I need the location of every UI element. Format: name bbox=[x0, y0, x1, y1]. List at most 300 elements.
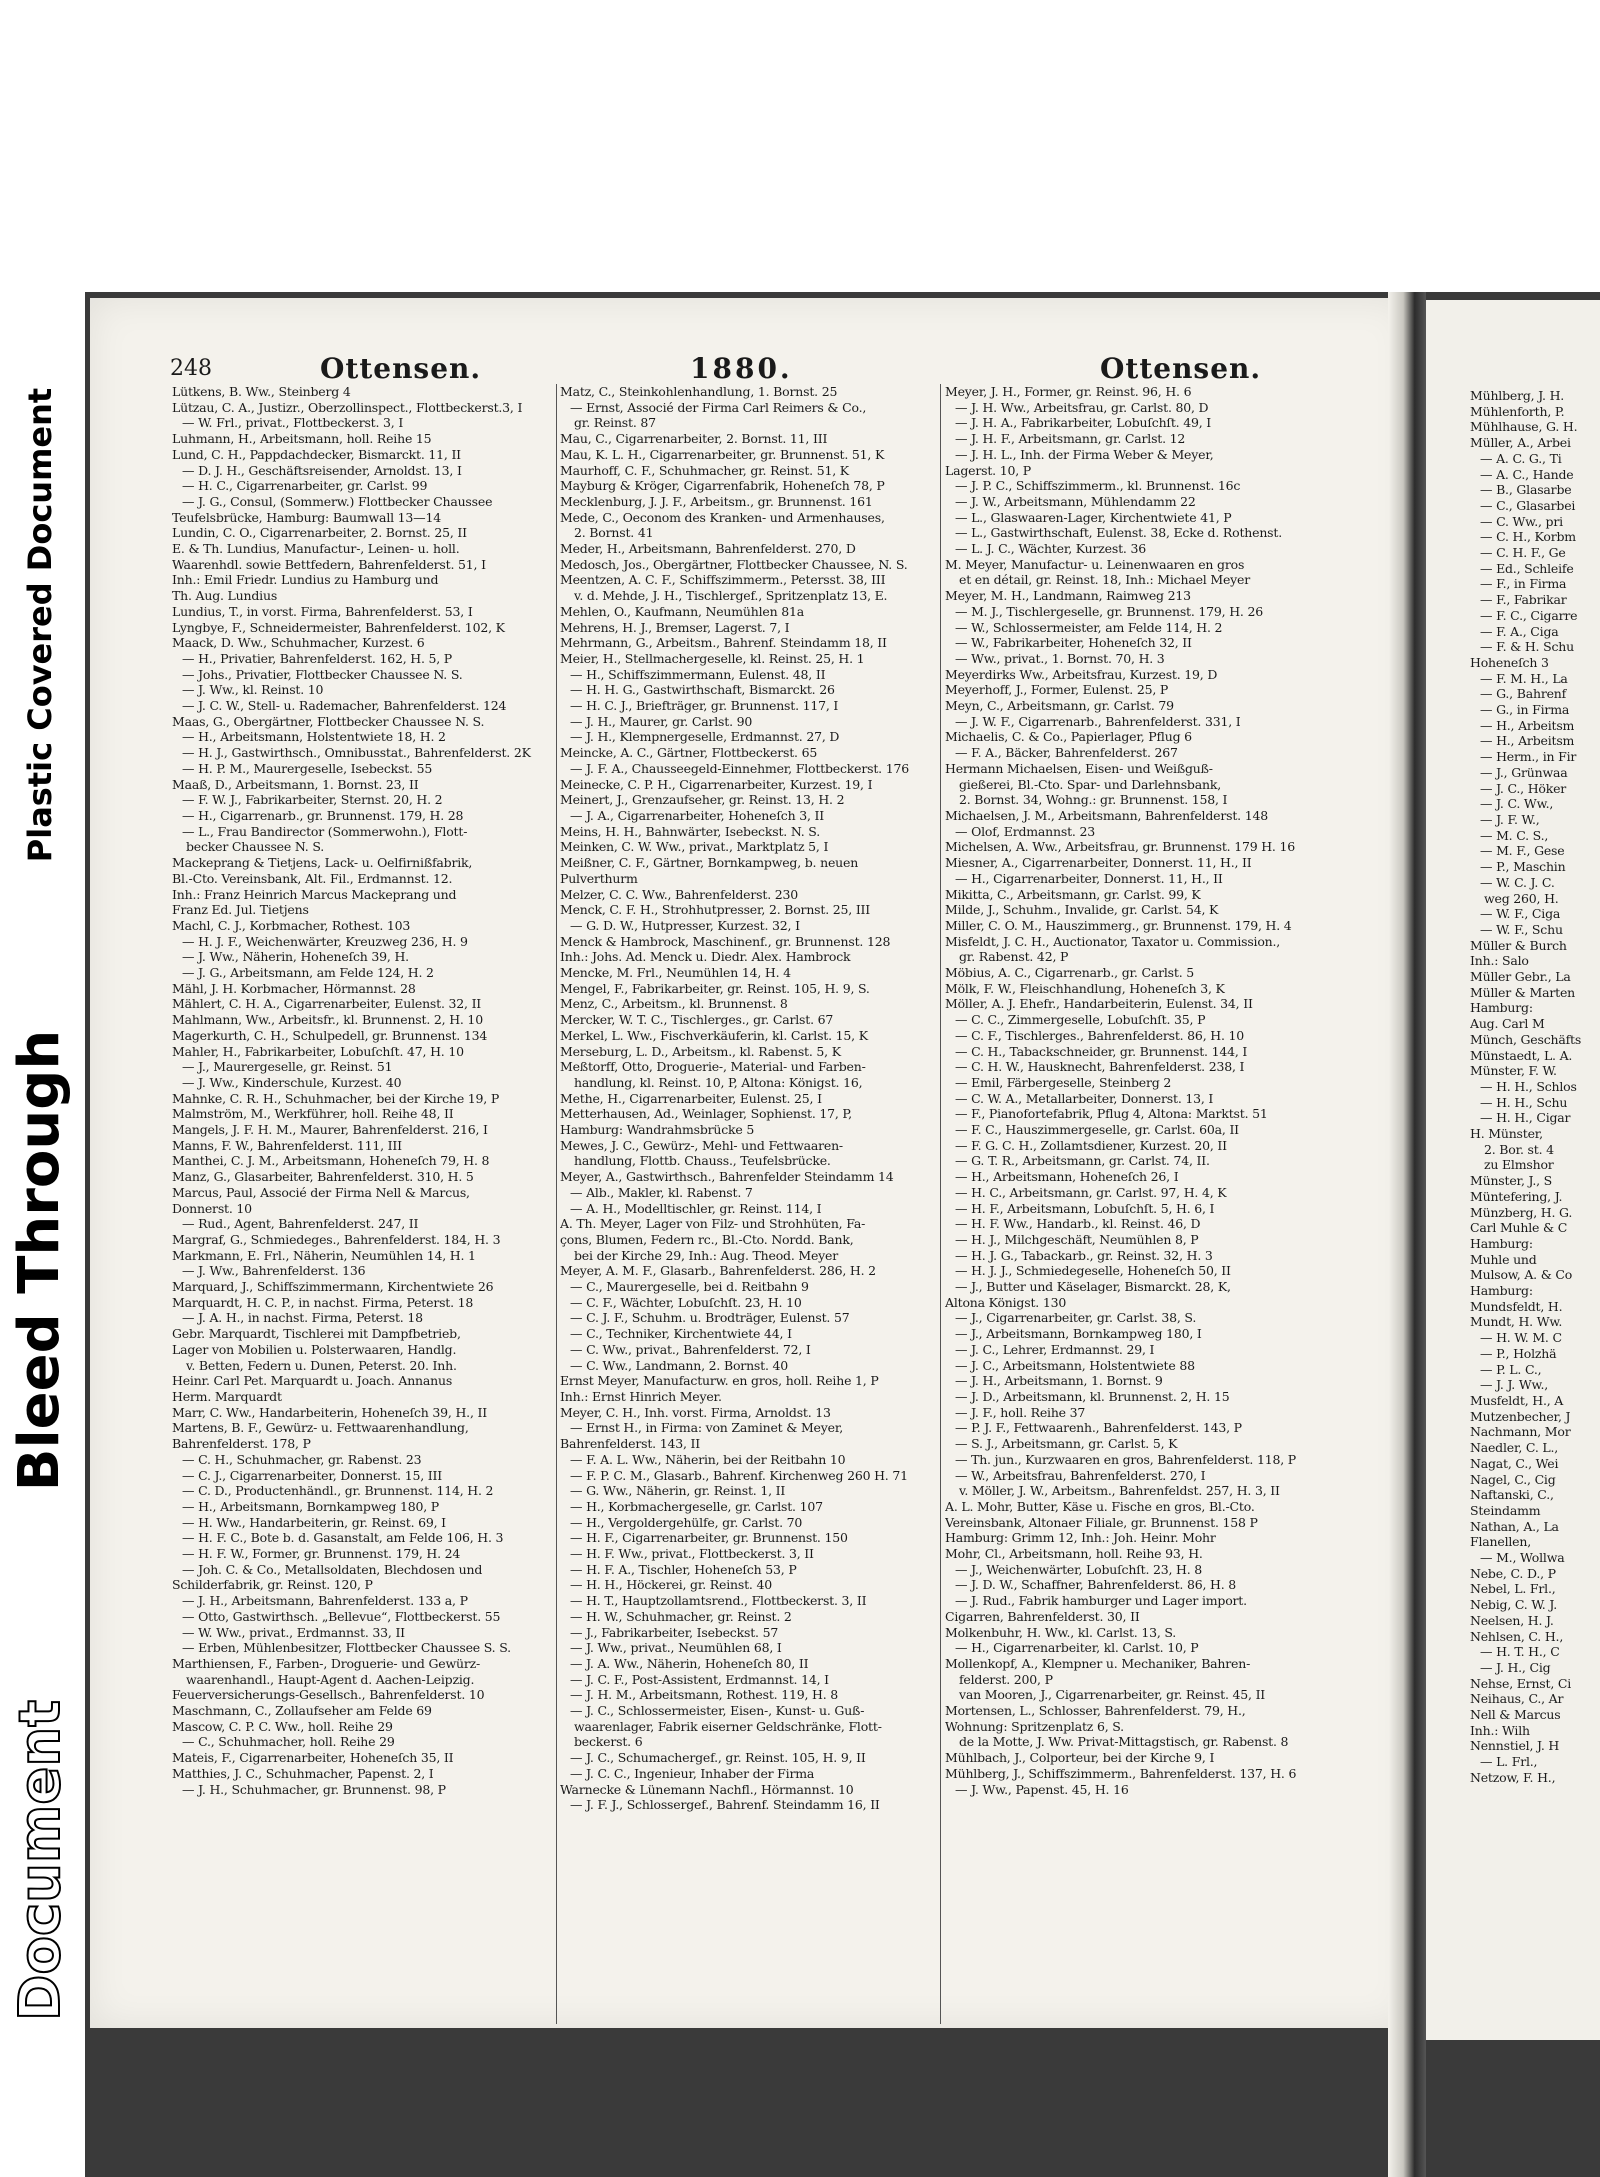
directory-entry: — J. H., Arbeitsmann, Bahrenfelderst. 133 a, P bbox=[182, 1593, 468, 1609]
directory-entry: — F. W. J., Fabrikarbeiter, Sternst. 20, H. 2 bbox=[182, 792, 443, 808]
directory-entry: — J. D., Arbeitsmann, kl. Brunnenst. 2, H. 15 bbox=[955, 1389, 1230, 1404]
directory-entry: — J. C., Arbeitsmann, Holstentwiete 88 bbox=[955, 1357, 1195, 1373]
directory-entry: — P. L. C., bbox=[1480, 1361, 1542, 1377]
directory-entry: — P., Maschin bbox=[1480, 859, 1566, 875]
directory-entry: Nehlsen, C. H., bbox=[1470, 1628, 1564, 1644]
directory-entry: Meinert, J., Grenzaufseher, gr. Reinst. 13, H. 2 bbox=[560, 792, 845, 808]
directory-entry: — J. H. M., Arbeitsmann, Rothest. 119, H. 8 bbox=[570, 1687, 839, 1703]
directory-entry: — H., Cigarrenarbeiter, Donnerst. 11, H., II bbox=[955, 870, 1223, 886]
directory-entry: — H. F. Ww., Handarb., kl. Reinst. 46, D bbox=[955, 1216, 1201, 1232]
directory-entry: — L. Frl., bbox=[1480, 1754, 1538, 1770]
directory-entry: Bahrenfelderst. 143, II bbox=[560, 1436, 700, 1452]
directory-entry: Hamburg: bbox=[1470, 1283, 1533, 1299]
directory-entry: Methe, H., Cigarrenarbeiter, Eulenst. 25, I bbox=[560, 1090, 822, 1106]
directory-entry: Möbius, A. C., Cigarrenarb., gr. Carlst. 5 bbox=[945, 965, 1194, 981]
directory-entry: Lagerst. 10, P bbox=[945, 462, 1031, 478]
directory-entry: — H. F. W., Former, gr. Brunnenst. 179, H. 24 bbox=[182, 1546, 461, 1562]
directory-entry: — J. J. Ww., bbox=[1480, 1377, 1549, 1393]
directory-entry: Maaß, D., Arbeitsmann, 1. Bornst. 23, II bbox=[172, 776, 419, 792]
directory-entry: — D. J. H., Geschäftsreisender, Arnoldst. 13, I bbox=[182, 462, 462, 478]
column-rule bbox=[940, 384, 941, 2024]
directory-entry: — H. H., Cigar bbox=[1480, 1110, 1571, 1126]
directory-entry: Gebr. Marquardt, Tischlerei mit Dampfbetrieb, bbox=[172, 1326, 461, 1342]
directory-entry: Malmström, M., Werkführer, holl. Reihe 48, II bbox=[172, 1106, 454, 1122]
directory-entry: Hamburg: bbox=[1470, 1235, 1533, 1251]
directory-entry: Müller, A., Arbei bbox=[1470, 435, 1571, 451]
directory-entry: — J. H., Cig bbox=[1480, 1659, 1551, 1675]
directory-entry: Meßtorff, Otto, Droguerie-, Material- und Farben- bbox=[560, 1059, 866, 1075]
directory-entry: — L., Gastwirthschaft, Eulenst. 38, Ecke d. Rothenst. bbox=[955, 525, 1282, 541]
directory-entry: — J. D. W., Schaffner, Bahrenfelderst. 86, H. 8 bbox=[955, 1577, 1237, 1593]
directory-entry: — H., Privatier, Bahrenfelderst. 162, H. 5, P bbox=[182, 650, 453, 666]
directory-entry: — F., Fabrikar bbox=[1480, 592, 1567, 608]
directory-entry: Lützau, C. A., Justizr., Oberzollinspect., Flottbeckerst.3, I bbox=[172, 399, 523, 415]
directory-entry: Mähl, J. H. Korbmacher, Hörmannst. 28 bbox=[172, 980, 416, 996]
directory-entry: Martens, B. F., Gewürz- u. Fettwaarenhandlung, bbox=[172, 1420, 469, 1436]
directory-entry: Marcus, Paul, Associé der Firma Nell & Marcus, bbox=[172, 1184, 470, 1200]
directory-entry: Miller, C. O. M., Hauszimmerg., gr. Brunnenst. 179, H. 4 bbox=[945, 917, 1292, 933]
directory-entry: Musfeldt, H., A bbox=[1470, 1393, 1564, 1408]
directory-entry: — J. C. W., Stell- u. Rademacher, Bahrenfelderst. 124 bbox=[182, 698, 507, 714]
directory-entry: felderst. 200, P bbox=[959, 1671, 1053, 1687]
directory-column-2 bbox=[560, 384, 935, 2024]
directory-entry: — H. P. M., Maurergeselle, Isebeckst. 55 bbox=[182, 760, 433, 776]
directory-entry: — H. W., Schuhmacher, gr. Reinst. 2 bbox=[570, 1608, 792, 1624]
directory-column-next-page bbox=[1470, 388, 1600, 2028]
directory-entry: — J. P. C., Schiffszimmerm., kl. Brunnenst. 16c bbox=[955, 478, 1241, 494]
directory-entry: Mählert, C. H. A., Cigarrenarbeiter, Eulenst. 32, II bbox=[172, 996, 482, 1012]
directory-entry: — J. W. F., Cigarrenarb., Bahrenfelderst. 331, I bbox=[955, 713, 1241, 729]
directory-entry: Mühlbach, J., Colporteur, bei der Kirche 9, I bbox=[945, 1750, 1215, 1766]
directory-entry: Mollenkopf, A., Klempner u. Mechaniker, Bahren- bbox=[945, 1655, 1251, 1671]
directory-entry: — C. J. F., Schuhm. u. Brodträger, Eulenst. 57 bbox=[570, 1310, 850, 1326]
directory-entry: — H., Arbeitsmann, Bornkampweg 180, P bbox=[182, 1498, 439, 1514]
directory-entry: M. Meyer, Manufactur- u. Leinenwaaren en gros bbox=[945, 556, 1245, 572]
directory-entry: — J. C. Ww., bbox=[1480, 796, 1554, 812]
directory-entry: Nell & Marcus bbox=[1470, 1707, 1561, 1723]
directory-entry: Manz, G., Glasarbeiter, Bahrenfelderst. 310, H. 5 bbox=[172, 1169, 474, 1185]
directory-entry: — J. G., Arbeitsmann, am Felde 124, H. 2 bbox=[182, 965, 434, 981]
directory-entry: — J. H. Ww., Arbeitsfrau, gr. Carlst. 80, D bbox=[955, 399, 1209, 415]
header-city-left: Ottensen. bbox=[320, 352, 482, 385]
directory-entry: — J. A. H., in nachst. Firma, Peterst. 18 bbox=[182, 1310, 423, 1326]
directory-entry: Marthiensen, F., Farben-, Droguerie- und Gewürz- bbox=[172, 1655, 481, 1671]
directory-entry: — H. F., Arbeitsmann, Lobuſchſt. 5, H. 6, I bbox=[955, 1200, 1215, 1216]
directory-entry: zu Elmshor bbox=[1484, 1157, 1554, 1173]
directory-entry: — J. H. L., Inh. der Firma Weber & Meyer, bbox=[955, 446, 1214, 462]
directory-entry: — Ww., privat., 1. Bornst. 70, H. 3 bbox=[955, 650, 1165, 666]
directory-entry: Mikitta, C., Arbeitsmann, gr. Carlst. 99, K bbox=[945, 886, 1201, 902]
directory-entry: Mengel, F., Fabrikarbeiter, gr. Reinst. 105, H. 9, S. bbox=[560, 980, 870, 996]
directory-entry: — C. W. A., Metallarbeiter, Donnerst. 13, I bbox=[955, 1090, 1214, 1106]
directory-entry: — Ed., Schleife bbox=[1480, 560, 1574, 576]
directory-entry: — F. M. H., La bbox=[1480, 670, 1568, 686]
directory-entry: — J. H., Maurer, gr. Carlst. 90 bbox=[570, 713, 753, 729]
directory-entry: Molkenbuhr, H. Ww., kl. Carlst. 13, S. bbox=[945, 1624, 1177, 1640]
directory-entry: Manthei, C. J. M., Arbeitsmann, Hoheneſch 79, H. 8 bbox=[172, 1153, 490, 1169]
directory-entry: Michelsen, A. Ww., Arbeitsfrau, gr. Brunnenst. 179 H. 16 bbox=[945, 839, 1295, 855]
directory-entry: Bl.-Cto. Vereinsbank, Alt. Fil., Erdmannst. 12. bbox=[172, 870, 453, 886]
directory-entry: — Emil, Färbergeselle, Steinberg 2 bbox=[955, 1074, 1172, 1090]
directory-entry: — Johs., Privatier, Flottbecker Chaussee N. S. bbox=[182, 666, 463, 682]
directory-entry: — J. C. F., Post-Assistent, Erdmannst. 14, I bbox=[570, 1671, 829, 1687]
directory-entry: — W., Fabrikarbeiter, Hoheneſch 32, II bbox=[955, 635, 1192, 651]
directory-entry: — H. J. G., Tabackarb., gr. Reinst. 32, H. 3 bbox=[955, 1247, 1213, 1263]
directory-entry: Hoheneſch 3 bbox=[1470, 654, 1549, 670]
directory-entry: Mehrens, H. J., Bremser, Lagerst. 7, I bbox=[560, 619, 790, 635]
directory-entry: Mangels, J. F. H. M., Maurer, Bahrenfelderst. 216, I bbox=[172, 1122, 488, 1138]
directory-entry: — F. P. C. M., Glasarb., Bahrenf. Kirchenweg 260 H. 71 bbox=[570, 1467, 908, 1483]
directory-entry: — J. H., Arbeitsmann, 1. Bornst. 9 bbox=[955, 1373, 1163, 1389]
directory-entry: — H. F. C., Bote b. d. Gasanstalt, am Felde 106, H. 3 bbox=[182, 1530, 504, 1546]
directory-entry: Misfeldt, J. C. H., Auctionator, Taxator u. Commission., bbox=[945, 933, 1281, 949]
directory-entry: — J. F. A., Chausseegeld-Einnehmer, Flottbeckerst. 176 bbox=[570, 760, 909, 776]
directory-entry: Mohr, Cl., Arbeitsmann, holl. Reihe 93, H. bbox=[945, 1546, 1203, 1562]
directory-entry: — W. C. J. C. bbox=[1480, 874, 1555, 890]
directory-entry: Luhmann, H., Arbeitsmann, holl. Reihe 15 bbox=[172, 431, 432, 447]
page-number: 248 bbox=[170, 356, 212, 381]
directory-entry: Mercker, W. T. C., Tischlerges., gr. Carlst. 67 bbox=[560, 1012, 834, 1028]
directory-entry: gr. Reinst. 87 bbox=[574, 415, 656, 431]
directory-entry: Magerkurth, C. H., Schulpedell, gr. Brunnenst. 134 bbox=[172, 1027, 488, 1043]
directory-entry: — H., Vergoldergehülfe, gr. Carlst. 70 bbox=[570, 1514, 803, 1530]
directory-entry: — J. H., Klempnergeselle, Erdmannst. 27, D bbox=[570, 729, 840, 745]
directory-entry: becker Chaussee N. S. bbox=[186, 839, 325, 855]
directory-entry: Mau, K. L. H., Cigarrenarbeiter, gr. Brunnenst. 51, K bbox=[560, 446, 885, 462]
directory-entry: Mölk, F. W., Fleischhandlung, Hoheneſch 3, K bbox=[945, 980, 1225, 996]
directory-entry: Mewes, J. C., Gewürz-, Mehl- und Fettwaaren- bbox=[560, 1137, 843, 1153]
directory-entry: — J. F. W., bbox=[1480, 811, 1540, 827]
directory-entry: — J. C., Schumachergef., gr. Reinst. 105, H. 9, II bbox=[570, 1750, 866, 1766]
directory-entry: — W. Frl., privat., Flottbeckerst. 3, I bbox=[182, 415, 404, 431]
directory-entry: — H. T. H., C bbox=[1480, 1644, 1560, 1660]
directory-entry: Th. Aug. Lundius bbox=[172, 588, 278, 604]
directory-entry: — F. A., Bäcker, Bahrenfelderst. 267 bbox=[955, 745, 1178, 761]
directory-entry: — H., Schiffszimmermann, Eulenst. 48, II bbox=[570, 666, 826, 682]
directory-entry: — M. J., Tischlergeselle, gr. Brunnenst. 179, H. 26 bbox=[955, 603, 1263, 619]
directory-entry: — W., Schlossermeister, am Felde 114, H. 2 bbox=[955, 619, 1223, 635]
directory-entry: Melzer, C. C. Ww., Bahrenfelderst. 230 bbox=[560, 886, 798, 902]
directory-entry: — Th. jun., Kurzwaaren en gros, Bahrenfelderst. 118, P bbox=[955, 1451, 1296, 1467]
directory-entry: Mahnke, C. R. H., Schuhmacher, bei der Kirche 19, P bbox=[172, 1090, 500, 1106]
directory-entry: Miesner, A., Cigarrenarbeiter, Donnerst. 11, H., II bbox=[945, 855, 1252, 871]
directory-entry: — W. Ww., privat., Erdmannst. 33, II bbox=[182, 1624, 405, 1640]
directory-entry: — Olof, Erdmannst. 23 bbox=[955, 823, 1095, 839]
directory-entry: — J., Fabrikarbeiter, Isebeckst. 57 bbox=[570, 1624, 779, 1640]
directory-entry: — J. Ww., Bahrenfelderst. 136 bbox=[182, 1263, 366, 1279]
directory-entry: — C. J., Cigarrenarbeiter, Donnerst. 15, III bbox=[182, 1467, 442, 1483]
directory-entry: — C. H., Tabackschneider, gr. Brunnenst. 144, I bbox=[955, 1043, 1248, 1059]
directory-entry: Mulsow, A. & Co bbox=[1470, 1267, 1573, 1283]
directory-entry: Matthies, J. C., Schuhmacher, Papenst. 2, I bbox=[172, 1765, 434, 1781]
directory-entry: Pulverthurm bbox=[560, 870, 638, 886]
directory-entry: — M., Wollwa bbox=[1480, 1550, 1565, 1566]
directory-entry: — J. C., Schlossermeister, Eisen-, Kunst- u. Guß- bbox=[570, 1703, 865, 1719]
directory-entry: — Herm., in Fir bbox=[1480, 749, 1577, 765]
directory-entry: handlung, kl. Reinst. 10, P, Altona: Königst. 16, bbox=[574, 1074, 863, 1090]
directory-entry: — G. T. R., Arbeitsmann, gr. Carlst. 74, II. bbox=[955, 1153, 1210, 1169]
directory-entry: Wohnung: Spritzenplatz 6, S. bbox=[945, 1718, 1124, 1734]
directory-entry: Nebig, C. W. J. bbox=[1470, 1597, 1557, 1613]
directory-entry: Meyerdirks Ww., Arbeitsfrau, Kurzest. 19, D bbox=[945, 666, 1218, 682]
directory-entry: 2. Bor. st. 4 bbox=[1484, 1141, 1554, 1157]
directory-entry: Meinecke, C. P. H., Cigarrenarbeiter, Kurzest. 19, I bbox=[560, 776, 873, 792]
directory-entry: — J. H. F., Arbeitsmann, gr. Carlst. 12 bbox=[955, 431, 1186, 447]
directory-entry: Maschmann, C., Zollaufseher am Felde 69 bbox=[172, 1703, 432, 1719]
directory-entry: — J. Ww., Näherin, Hoheneſch 39, H. bbox=[182, 949, 409, 965]
directory-entry: — H., Arbeitsm bbox=[1480, 717, 1575, 733]
directory-entry: Meyer, A. M. F., Glasarb., Bahrenfelderst. 286, H. 2 bbox=[560, 1263, 876, 1279]
directory-entry: Mecklenburg, J. J. F., Arbeitsm., gr. Brunnenst. 161 bbox=[560, 493, 873, 509]
directory-entry: — J. A. Ww., Näherin, Hoheneſch 80, II bbox=[570, 1655, 809, 1671]
directory-entry: Müller & Marten bbox=[1470, 984, 1575, 1000]
directory-entry: — C. H. W., Hausknecht, Bahrenfelderst. 238, I bbox=[955, 1059, 1245, 1075]
directory-entry: — J. A., Cigarrenarbeiter, Hoheneſch 3, II bbox=[570, 807, 824, 823]
directory-entry: — H. C., Arbeitsmann, gr. Carlst. 97, H. 4, K bbox=[955, 1184, 1227, 1200]
directory-entry: — J., Butter und Käselager, Bismarckt. 28, K, bbox=[955, 1279, 1231, 1295]
directory-entry: weg 260, H. bbox=[1484, 890, 1559, 906]
directory-entry: v. d. Mehde, J. H., Tischlergef., Spritzenplatz 13, E. bbox=[574, 588, 888, 604]
directory-entry: Altona Königst. 130 bbox=[945, 1294, 1067, 1310]
directory-entry: waarenlager, Fabrik eiserner Geldschränke, Flott- bbox=[574, 1718, 882, 1734]
directory-entry: Hamburg: Wandrahmsbrücke 5 bbox=[560, 1122, 755, 1138]
directory-entry: Mortensen, L., Schlosser, Bahrenfelderst. 79, H., bbox=[945, 1703, 1246, 1719]
directory-entry: Schilderfabrik, gr. Reinst. 120, P bbox=[172, 1577, 373, 1593]
directory-entry: — C., Glasarbei bbox=[1480, 497, 1576, 513]
directory-entry: Inh.: Emil Friedr. Lundius zu Hamburg und bbox=[172, 572, 439, 588]
directory-entry: Nennstiel, J. H bbox=[1470, 1738, 1560, 1754]
directory-entry: — J. Ww., Papenst. 45, H. 16 bbox=[955, 1781, 1129, 1797]
directory-entry: Bahrenfelderst. 178, P bbox=[172, 1436, 311, 1452]
directory-entry: — M. C. S., bbox=[1480, 827, 1549, 843]
directory-entry: Naftanski, C., bbox=[1470, 1487, 1554, 1503]
directory-entry: Feuerversicherungs-Gesellsch., Bahrenfelderst. 10 bbox=[172, 1687, 485, 1703]
book-gutter bbox=[1388, 292, 1426, 2177]
directory-entry: Mahler, H., Fabrikarbeiter, Lobuſchſt. 47, H. 10 bbox=[172, 1043, 464, 1059]
directory-entry: Mateis, F., Cigarrenarbeiter, Hoheneſch 35, II bbox=[172, 1750, 454, 1766]
directory-entry: Inh.: Wilh bbox=[1470, 1722, 1530, 1738]
directory-entry: 2. Bornst. 41 bbox=[574, 525, 654, 541]
directory-entry: — H., Arbeitsm bbox=[1480, 733, 1575, 749]
directory-entry: Meier, H., Stellmachergeselle, kl. Reinst. 25, H. 1 bbox=[560, 650, 865, 666]
directory-entry: — F. A. L. Ww., Näherin, bei der Reitbahn 10 bbox=[570, 1451, 846, 1467]
directory-entry: A. L. Mohr, Butter, Käse u. Fische en gros, Bl.-Cto. bbox=[945, 1498, 1255, 1514]
directory-entry: Meinken, C. W. Ww., privat., Marktplatz 5, I bbox=[560, 839, 829, 855]
directory-entry: — C. D., Productenhändl., gr. Brunnenst. 114, H. 2 bbox=[182, 1483, 494, 1499]
directory-entry: — G. D. W., Hutpresser, Kurzest. 32, I bbox=[570, 917, 800, 933]
directory-entry: Mehlen, O., Kaufmann, Neumühlen 81a bbox=[560, 603, 805, 619]
directory-entry: — W., Arbeitsfrau, Bahrenfelderst. 270, I bbox=[955, 1467, 1206, 1483]
directory-entry: Lundin, C. O., Cigarrenarbeiter, 2. Bornst. 25, II bbox=[172, 525, 467, 541]
directory-entry: Meyer, A., Gastwirthsch., Bahrenfelder Steindamm 14 bbox=[560, 1169, 894, 1185]
directory-entry: Netzow, F. H., bbox=[1470, 1769, 1556, 1785]
directory-entry: Nehse, Ernst, Ci bbox=[1470, 1675, 1572, 1691]
directory-entry: — C., Schuhmacher, holl. Reihe 29 bbox=[182, 1734, 395, 1750]
directory-entry: et en détail, gr. Reinst. 18, Inh.: Michael Meyer bbox=[959, 572, 1250, 588]
directory-entry: — H. F. A., Tischler, Hoheneſch 53, P bbox=[570, 1561, 797, 1577]
directory-entry: Metterhausen, Ad., Weinlager, Sophienst. 17, P, bbox=[560, 1106, 852, 1122]
directory-entry: Münster, F. W. bbox=[1470, 1063, 1557, 1079]
directory-entry: Margraf, G., Schmiedeges., Bahrenfelderst. 184, H. 3 bbox=[172, 1231, 501, 1247]
directory-entry: — J. H. A., Fabrikarbeiter, Lobuſchſt. 49, I bbox=[955, 415, 1212, 431]
directory-entry: Meyerhoff, J., Former, Eulenst. 25, P bbox=[945, 682, 1169, 698]
directory-entry: Maack, D. Ww., Schuhmacher, Kurzest. 6 bbox=[172, 635, 425, 651]
directory-entry: — C. H., Korbm bbox=[1480, 529, 1576, 545]
directory-entry: handlung, Flottb. Chauss., Teufelsbrücke. bbox=[574, 1153, 831, 1169]
directory-entry: — H. H., Höckerei, gr. Reinst. 40 bbox=[570, 1577, 772, 1593]
directory-entry: — J. F. J., Schlossergef., Bahrenf. Steindamm 16, II bbox=[570, 1797, 880, 1813]
directory-entry: — F., in Firma bbox=[1480, 576, 1567, 592]
directory-entry: — G. Ww., Näherin, gr. Reinst. 1, II bbox=[570, 1483, 786, 1499]
directory-entry: Nebe, C. D., P bbox=[1470, 1565, 1556, 1581]
directory-entry: Marr, C. Ww., Handarbeiterin, Hoheneſch 39, H., II bbox=[172, 1404, 487, 1420]
directory-entry: — J. Ww., privat., Neumühlen 68, I bbox=[570, 1640, 782, 1656]
directory-entry: — H. J. F., Weichenwärter, Kreuzweg 236, H. 9 bbox=[182, 933, 468, 949]
directory-entry: Mühlenforth, P. bbox=[1470, 403, 1565, 419]
directory-entry: Neelsen, H. J. bbox=[1470, 1612, 1554, 1628]
directory-entry: — Ernst H., in Firma: von Zaminet & Meyer, bbox=[570, 1420, 843, 1436]
directory-entry: Nebel, L. Frl., bbox=[1470, 1581, 1556, 1597]
directory-entry: — J. Ww., kl. Reinst. 10 bbox=[182, 682, 324, 698]
directory-entry: Muhle und bbox=[1470, 1251, 1537, 1267]
directory-entry: Michaelsen, J. M., Arbeitsmann, Bahrenfelderst. 148 bbox=[945, 807, 1268, 823]
directory-entry: — J. H., Schuhmacher, gr. Brunnenst. 98, P bbox=[182, 1781, 446, 1797]
directory-entry: Mundsfeldt, H. bbox=[1470, 1298, 1563, 1314]
directory-entry: Menck, C. F. H., Strohhutpresser, 2. Bornst. 25, III bbox=[560, 902, 871, 918]
directory-entry: — P. J. F., Fettwaarenh., Bahrenfelderst. 143, P bbox=[955, 1420, 1242, 1436]
directory-entry: Teufelsbrücke, Hamburg: Baumwall 13—14 bbox=[172, 509, 441, 525]
directory-entry: — C. F., Wächter, Lobuſchſt. 23, H. 10 bbox=[570, 1294, 802, 1310]
directory-entry: Mahlmann, Ww., Arbeitsfr., kl. Brunnenst. 2, H. 10 bbox=[172, 1012, 483, 1028]
directory-entry: Waarenhdl. sowie Bettfedern, Bahrenfelderst. 51, I bbox=[172, 556, 486, 572]
directory-entry: Machl, C. J., Korbmacher, Rothest. 103 bbox=[172, 917, 411, 933]
directory-entry: Meins, H. H., Bahnwärter, Isebeckst. N. S. bbox=[560, 823, 820, 839]
directory-entry: — J., Arbeitsmann, Bornkampweg 180, I bbox=[955, 1326, 1202, 1342]
directory-entry: Donnerst. 10 bbox=[172, 1200, 252, 1216]
directory-entry: Herm. Marquardt bbox=[172, 1389, 282, 1404]
directory-entry: Inh.: Salo bbox=[1470, 953, 1529, 969]
directory-entry: — B., Glasarbe bbox=[1480, 482, 1572, 498]
directory-entry: — F. A., Ciga bbox=[1480, 623, 1559, 639]
directory-entry: Lütkens, B. Ww., Steinberg 4 bbox=[172, 384, 351, 399]
directory-entry: v. Möller, J. W., Arbeitsm., Bahrenfeldst. 257, H. 3, II bbox=[959, 1483, 1280, 1499]
directory-entry: Meißner, C. F., Gärtner, Bornkampweg, b. neuen bbox=[560, 855, 859, 871]
directory-entry: Meyer, J. H., Former, gr. Reinst. 96, H. 6 bbox=[945, 384, 1192, 399]
directory-entry: — G., Bahrenf bbox=[1480, 686, 1567, 702]
directory-entry: Müntefering, J. bbox=[1470, 1188, 1563, 1204]
directory-entry: — W. F., Schu bbox=[1480, 921, 1563, 937]
directory-entry: Meentzen, A. C. F., Schiffszimmerm., Petersst. 38, III bbox=[560, 572, 886, 588]
directory-entry: — J. C., Höker bbox=[1480, 780, 1567, 796]
directory-entry: — F. C., Hauszimmergeselle, gr. Carlst. 60a, II bbox=[955, 1122, 1239, 1138]
directory-entry: — S. J., Arbeitsmann, gr. Carlst. 5, K bbox=[955, 1436, 1178, 1452]
directory-entry: Mühlberg, J., Schiffszimmerm., Bahrenfelderst. 137, H. 6 bbox=[945, 1765, 1297, 1781]
directory-entry: — H. W. M. C bbox=[1480, 1330, 1562, 1346]
directory-entry: — C. Ww., Landmann, 2. Bornst. 40 bbox=[570, 1357, 789, 1373]
directory-entry: Mascow, C. P. C. Ww., holl. Reihe 29 bbox=[172, 1718, 393, 1734]
directory-entry: Meder, H., Arbeitsmann, Bahrenfelderst. 270, D bbox=[560, 541, 856, 557]
directory-entry: H. Münster, bbox=[1470, 1126, 1543, 1142]
directory-entry: — L. J. C., Wächter, Kurzest. 36 bbox=[955, 541, 1146, 557]
directory-entry: — J., Cigarrenarbeiter, gr. Carlst. 38, S. bbox=[955, 1310, 1197, 1326]
directory-entry: A. Th. Meyer, Lager von Filz- und Strohhüten, Fa- bbox=[560, 1216, 866, 1232]
directory-entry: çons, Blumen, Federn rc., Bl.-Cto. Nordd. Bank, bbox=[560, 1231, 854, 1247]
directory-entry: — J. C. C., Ingenieur, Inhaber der Firma bbox=[570, 1765, 815, 1781]
directory-entry: Meyer, C. H., Inh. vorst. Firma, Arnoldst. 13 bbox=[560, 1404, 831, 1420]
bleed-through-label: Bleed Through bbox=[7, 1029, 73, 1491]
directory-entry: — P., Holzhä bbox=[1480, 1345, 1557, 1361]
directory-entry: beckerst. 6 bbox=[574, 1734, 643, 1750]
directory-entry: Medosch, Jos., Obergärtner, Flottbecker Chaussee, N. S. bbox=[560, 556, 908, 572]
directory-entry: Cigarren, Bahrenfelderst. 30, II bbox=[945, 1608, 1140, 1624]
directory-entry: Mutzenbecher, J bbox=[1470, 1408, 1571, 1424]
directory-entry: bei der Kirche 29, Inh.: Aug. Theod. Meyer bbox=[574, 1247, 839, 1263]
directory-entry: Mühlberg, J. H. bbox=[1470, 388, 1565, 403]
directory-entry: Mau, C., Cigarrenarbeiter, 2. Bornst. 11, III bbox=[560, 431, 828, 447]
directory-entry: — J. Ww., Kinderschule, Kurzest. 40 bbox=[182, 1074, 402, 1090]
directory-entry: — J. F., holl. Reihe 37 bbox=[955, 1404, 1086, 1420]
directory-entry: — H., Cigarrenarbeiter, kl. Carlst. 10, P bbox=[955, 1640, 1199, 1656]
directory-entry: — H. F. Ww., privat., Flottbeckerst. 3, II bbox=[570, 1546, 814, 1562]
directory-entry: Lundius, T., in vorst. Firma, Bahrenfelderst. 53, I bbox=[172, 603, 473, 619]
directory-entry: Mayburg & Kröger, Cigarrenfabrik, Hoheneſch 78, P bbox=[560, 478, 885, 494]
directory-entry: Vereinsbank, Altonaer Filiale, gr. Brunnenst. 158 P bbox=[945, 1514, 1258, 1530]
directory-entry: 2. Bornst. 34, Wohng.: gr. Brunnenst. 158, I bbox=[959, 792, 1228, 808]
directory-entry: — H., Arbeitsmann, Holstentwiete 18, H. 2 bbox=[182, 729, 446, 745]
directory-entry: Markmann, E. Frl., Näherin, Neumühlen 14, H. 1 bbox=[172, 1247, 476, 1263]
directory-entry: — J., Maurergeselle, gr. Reinst. 51 bbox=[182, 1059, 393, 1075]
directory-entry: Franz Ed. Jul. Tietjens bbox=[172, 902, 309, 918]
directory-entry: Inh.: Johs. Ad. Menck u. Diedr. Alex. Hambrock bbox=[560, 949, 851, 965]
directory-entry: — F. G. C. H., Zollamtsdiener, Kurzest. 20, II bbox=[955, 1137, 1227, 1153]
directory-entry: Mühlhause, G. H. bbox=[1470, 419, 1578, 435]
directory-entry: — C. H., Schuhmacher, gr. Rabenst. 23 bbox=[182, 1451, 422, 1467]
directory-entry: — Rud., Agent, Bahrenfelderst. 247, II bbox=[182, 1216, 419, 1232]
directory-entry: Meyer, M. H., Landmann, Raimweg 213 bbox=[945, 588, 1191, 604]
directory-entry: waarenhandl., Haupt-Agent d. Aachen-Leipzig. bbox=[186, 1671, 475, 1687]
directory-entry: — C. H. F., Ge bbox=[1480, 545, 1566, 561]
directory-entry: — J. Rud., Fabrik hamburger und Lager import. bbox=[955, 1593, 1247, 1609]
directory-entry: Müller & Burch bbox=[1470, 937, 1567, 953]
directory-entry: Hamburg: bbox=[1470, 1000, 1533, 1016]
column-rule bbox=[556, 384, 557, 2024]
directory-entry: — F. C., Cigarre bbox=[1480, 607, 1578, 623]
directory-entry: gr. Rabenst. 42, P bbox=[959, 949, 1069, 965]
directory-entry: — H. H., Schlos bbox=[1480, 1078, 1577, 1094]
directory-entry: — H., Cigarrenarb., gr. Brunnenst. 179, H. 28 bbox=[182, 807, 464, 823]
directory-entry: — H. J. J., Schmiedegeselle, Hoheneſch 50, II bbox=[955, 1263, 1231, 1279]
directory-entry: Möller, A. J. Ehefr., Handarbeiterin, Eulenst. 34, II bbox=[945, 996, 1253, 1012]
directory-entry: Ernst Meyer, Manufacturw. en gros, holl. Reihe 1, P bbox=[560, 1373, 879, 1389]
directory-entry: Meincke, A. C., Gärtner, Flottbeckerst. 65 bbox=[560, 745, 818, 761]
directory-entry: Heinr. Carl Pet. Marquardt u. Joach. Annanus bbox=[172, 1373, 453, 1389]
directory-entry: — C., Maurergeselle, bei d. Reitbahn 9 bbox=[570, 1279, 809, 1295]
directory-entry: Warnecke & Lünemann Nachfl., Hörmannst. 10 bbox=[560, 1781, 854, 1797]
directory-entry: de la Motte, J. Ww. Privat-Mittagstisch, gr. Rabenst. 8 bbox=[959, 1734, 1289, 1750]
directory-entry: van Mooren, J., Cigarrenarbeiter, gr. Reinst. 45, II bbox=[959, 1687, 1266, 1703]
directory-entry: Manns, F. W., Bahrenfelderst. 111, III bbox=[172, 1137, 402, 1153]
directory-entry: — H. C., Cigarrenarbeiter, gr. Carlst. 99 bbox=[182, 478, 428, 494]
directory-entry: Mundt, H. Ww. bbox=[1470, 1314, 1563, 1330]
directory-column-1 bbox=[172, 384, 547, 2024]
directory-entry: — C. F., Tischlerges., Bahrenfelderst. 86, H. 10 bbox=[955, 1027, 1244, 1043]
directory-entry: Maurhoff, C. F., Schuhmacher, gr. Reinst. 51, K bbox=[560, 462, 849, 478]
directory-entry: — C. C., Zimmergeselle, Lobuſchſt. 35, P bbox=[955, 1012, 1206, 1028]
directory-entry: Steindamm bbox=[1470, 1502, 1541, 1518]
directory-entry: — H., Korbmachergeselle, gr. Carlst. 107 bbox=[570, 1498, 823, 1514]
document-label: Document bbox=[7, 1699, 73, 2021]
directory-entry: — A. C., Hande bbox=[1480, 466, 1574, 482]
